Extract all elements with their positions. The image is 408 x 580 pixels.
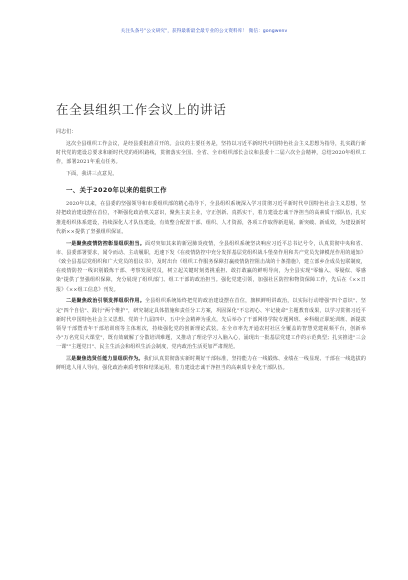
paragraph-text: 面对突如其来的新冠肺炎疫情，全县组织系统坚决响应习近平总书记号令，认真贯彻中央和省、市、县委部署要求，闻令而动、主动履职，迅速下发《在疫情防控中充分发挥基层党组织战斗堡垒作用和共产党员先锋模范作用的通知》《致全县基层党组织和广大党员的倡议书》，及时出台《组织工作服务保障打赢疫情防控阻击战的十条措施》，建立部乡企成员包联制度，在疫情防控一线识别锻炼干部、考察发展党员，树立起关键时刻勇挑重担、敢打敢赢的鲜明导向，为全县实现"零输入、零疑似、零感染"提供了坚强组织保障，充分展现了组织部门、组工干部的政治担当。强化党建引领，加强社区防控和物资保障工作，先后在《××日报》《××组工信息》刊发。 [56, 240, 366, 293]
transition-paragraph: 下面，我讲三点意见。 [66, 171, 118, 177]
paragraph-political [56, 297, 366, 352]
paragraph-text: 全县组织系统始终把党的政治建设摆在首位，旗帜鲜明讲政治，以实际行动增强"四个意识"、坚定"四个自信"、践行"两个维护"，研究制定具体措施和责任分工方案，巩固深化"不忘初心、牢记使命"主题教育成果，以学习贯彻习近平新时代中国特色社会主义思想、党的十九届四中、五中全会精神为重点，先后举办了干部网络学院专题网班、乡科级正职轮训班、新提拔领导干部暨青年干部培训班等主体班次，持续强化党的创新理论武装。在全市率先开通农村社区全覆盖的智慧党建视频平台，创新举办"万名党员大课堂"，既有效破解了分散培训难题，又推动了理论学习入脑入心，涌现出一批基层党建工作的示范典型；扎实推进"三会一课""主题党日"、民主生活会和组织生活会制度，党内政治生活更加严肃规范。 [56, 298, 366, 351]
paragraph-lead: 二是聚焦政治引领发挥组织作用。 [66, 298, 146, 305]
paragraph-lead: 一是聚焦疫情防控彰显组织担当。 [66, 240, 145, 247]
paragraph-epidemic [56, 240, 366, 295]
header-banner: 关注头条号"公文研究"，获得最新最全最专业的公文资料库！ 微信：gongwenv [120, 29, 288, 34]
paragraph-text: 我们认真贯彻落实新时期好干部标准，坚持能力在一线锻炼、业绩在一线显现、干部在一线选拔的鲜明选人用人导向，强化政治素质考察和结果运用，着力建设忠诚干净担当的高素质专业化干部队伍。 [56, 356, 366, 372]
page-title: 在全县组织工作会议上的讲话 [56, 102, 227, 117]
document-body [56, 128, 366, 376]
paragraph-selection [56, 355, 366, 373]
salutation: 同志们： [56, 129, 77, 135]
paragraph-lead: 三是聚焦选贤任能力显组织作为。 [66, 356, 144, 363]
paragraph-summary: 2020年以来，在县委的坚强领导和市委组织部的精心指导下，全县组织系统深入学习贯彻习近平新时代中国特色社会主义思想，坚持把政治建设摆在首位，不断强化政治机关意识，聚焦主责主业，守正创新、真抓实干，着力建设忠诚干净担当的高素质干部队伍，扎实推进组织体系建设，持续深化人才队伍建设，有效整合配置干部、组织、人才资源，各项工作取得新进展、新突破、新成效，为建设新时代新××提供了坚强组织保证。 [56, 201, 366, 235]
section-heading: 一、关于2020年以来的组织工作 [66, 186, 167, 195]
intro-paragraph: 这次全县组织工作会议，是经县委批准召开的。会议的主要任务是，坚持以习近平新时代中国特色社会主义思想为指导，扎实践行新时代党的建设总要求和新时代党的组织路线，贯彻落实全国、全省、全市组织部长会议和县委十二届六次全会精神，总结2020年组织工作，部署2021年重点任务。 [56, 140, 366, 166]
